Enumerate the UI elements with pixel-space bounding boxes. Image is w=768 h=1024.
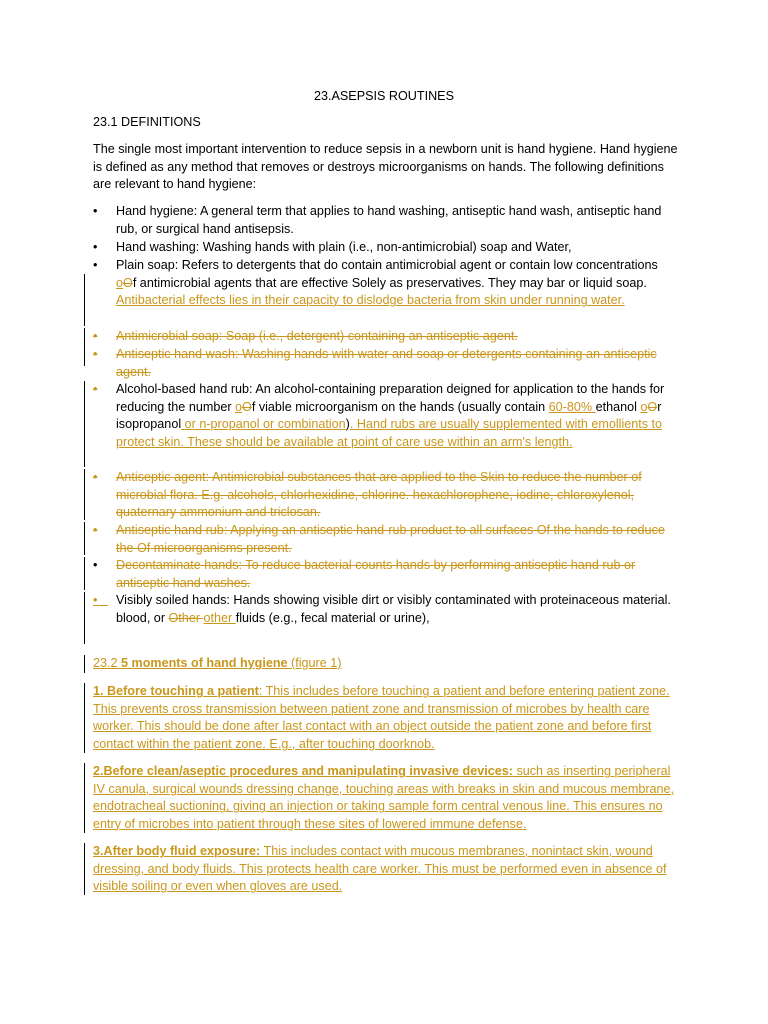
section-title-bold: 5 moments of hand hygiene — [121, 656, 288, 670]
text-run: ) — [345, 417, 350, 432]
change-bar — [84, 381, 85, 467]
moment-3-heading: 3.After body fluid exposure: — [93, 844, 261, 858]
bullet-hand-washing: Hand washing: Washing hands with plain (i.e., non-antimicrobial) soap and Water, — [116, 240, 572, 254]
text-run: Plain soap: Refers to detergents that do contain antimicrobial agent or contain low concentrations — [116, 258, 658, 272]
change-bar — [84, 843, 85, 895]
bullet-marker-deleted: • — [93, 523, 98, 537]
moment-1-paragraph — [93, 683, 683, 753]
moment-2-paragraph — [93, 763, 683, 833]
text-run: r isopropanol — [116, 399, 662, 432]
inserted-text: o — [235, 399, 243, 414]
change-bar — [84, 469, 85, 520]
bullet-marker-deleted: • — [93, 347, 98, 361]
moment-2-text: such as inserting peripheral IV canula, surgical wounds dressing change, touching areas with breaks in skin and mucous membrane, endotracheal suctioning, giving an injection or taking sample form central venous line. This ensures no entry of microbes into patient through these sites of lowered immune defense. — [93, 764, 675, 831]
text-run: Visibly soiled hands: Hands showing visible dirt or visibly contaminated with proteinaceous material. blood, or — [116, 593, 671, 625]
section-title-rest: (figure 1) — [287, 656, 342, 670]
bullet-hand-hygiene: Hand hygiene: A general term that applies to hand washing, antiseptic hand wash, antiseptic hand rub, or surgical hand antisepsis. — [116, 204, 662, 236]
bullet-alcohol-hand-rub — [116, 381, 676, 451]
text-run: fluids (e.g., fecal material or urine), — [235, 610, 430, 625]
text-run: f antimicrobial agents that are effective Solely as preservatives. They may bar or liquid soap. — [132, 275, 647, 290]
change-bar — [84, 592, 85, 644]
intro-paragraph: The single most important intervention to reduce sepsis in a newborn unit is hand hygiene. Hand hygiene is defined as any method that removes or destroys microorganisms on hands. The following definitions are relevant to hand hygiene: — [93, 142, 678, 192]
change-bar — [84, 683, 85, 753]
inserted-text: . Hand rubs are usually supplemented with emollients to protect skin. These should be available at point of care use within an arm's length. — [116, 417, 663, 449]
inserted-text: or n-propanol or combination — [181, 417, 346, 432]
text-run: ethanol — [595, 399, 641, 414]
bullet-decontaminate-hands-deleted: Decontaminate hands: To reduce bacterial counts hands by performing antiseptic hand rub or antiseptic hand washes. — [116, 558, 636, 590]
moment-2-heading: 2.Before clean/aseptic procedures and manipulating invasive devices: — [93, 764, 513, 778]
bullet-antiseptic-hand-wash-deleted: Antiseptic hand wash: Washing hands with water and soap or detergents containing an antiseptic agent. — [116, 347, 657, 379]
bullet-plain-soap — [116, 257, 676, 310]
change-bar — [84, 655, 85, 673]
text-run: Alcohol-based hand rub: An alcohol-containing preparation deigned for application to the hands for reducing the number — [116, 382, 665, 414]
bullet-antimicrobial-soap-deleted: Antimicrobial soap: Soap (i.e., detergent) containing an antiseptic agent. — [116, 329, 518, 343]
moment-3-text: This includes contact with mucous membranes, nonintact skin, wound dressing, and body fluids. This protects health care worker. This must be performed even in absence of visible soiling or even when gloves are used. — [93, 844, 667, 894]
inserted-text: other — [203, 610, 236, 625]
deleted-text: O — [123, 275, 133, 290]
bullet-marker: • — [93, 558, 98, 572]
bullet-marker: • — [93, 240, 98, 254]
bullet-marker-deleted: • — [93, 470, 98, 484]
moment-1-text: : This includes before touching a patient and before entering patient zone. This prevents cross transmission between patient zone and transmission of microbes by health care worker. This should be done after last contact with an object outside the patient zone and before first contact within the patient zone. E.g., after touching doorknob. — [93, 684, 670, 751]
text-run: f viable microorganism on the hands (usually contain — [251, 399, 549, 414]
bullet-marker: • — [93, 382, 98, 396]
moment-3-paragraph — [93, 843, 683, 896]
change-bar — [84, 763, 85, 833]
section-heading-definitions: 23.1 DEFINITIONS — [93, 115, 201, 129]
inserted-text: o — [116, 275, 124, 290]
bullet-marker: • — [93, 258, 98, 272]
deleted-text: O — [647, 399, 658, 414]
bullet-antiseptic-agent-deleted: Antiseptic agent: Antimicrobial substances that are applied to the Skin to reduce the number of microbial flora. E.g. alcohols, chlorhexidine, chlorine. hexachlorophene, iodine, chloroxylenol, quaternary ammonium and triclosan. — [116, 470, 642, 520]
change-bar — [84, 522, 85, 555]
bullet-visibly-soiled-hands — [116, 592, 676, 627]
change-bar — [84, 274, 85, 326]
change-bar — [84, 557, 85, 590]
bullet-marker: • — [93, 204, 98, 218]
inserted-text: o — [640, 399, 648, 414]
section-heading-5-moments — [93, 655, 683, 673]
document-title: 23.ASEPSIS ROUTINES — [314, 89, 454, 103]
inserted-text: 60-80% — [548, 399, 596, 414]
inserted-text: Antibacterial effects lies in their capacity to dislodge bacteria from skin under running water. — [116, 293, 625, 308]
change-bar — [84, 328, 85, 366]
section-number: 23.2 — [93, 656, 122, 670]
bullet-marker-inserted: • — [93, 593, 108, 607]
deleted-text: O — [242, 399, 252, 414]
deleted-text: Other — [168, 610, 204, 625]
moment-1-heading: 1. Before touching a patient — [93, 684, 259, 698]
bullet-antiseptic-hand-rub-deleted: Antiseptic hand rub: Applying an antiseptic hand-rub product to all surfaces Of the hands to reduce the Of microorganisms present. — [116, 523, 665, 555]
bullet-marker-deleted: • — [93, 329, 98, 343]
